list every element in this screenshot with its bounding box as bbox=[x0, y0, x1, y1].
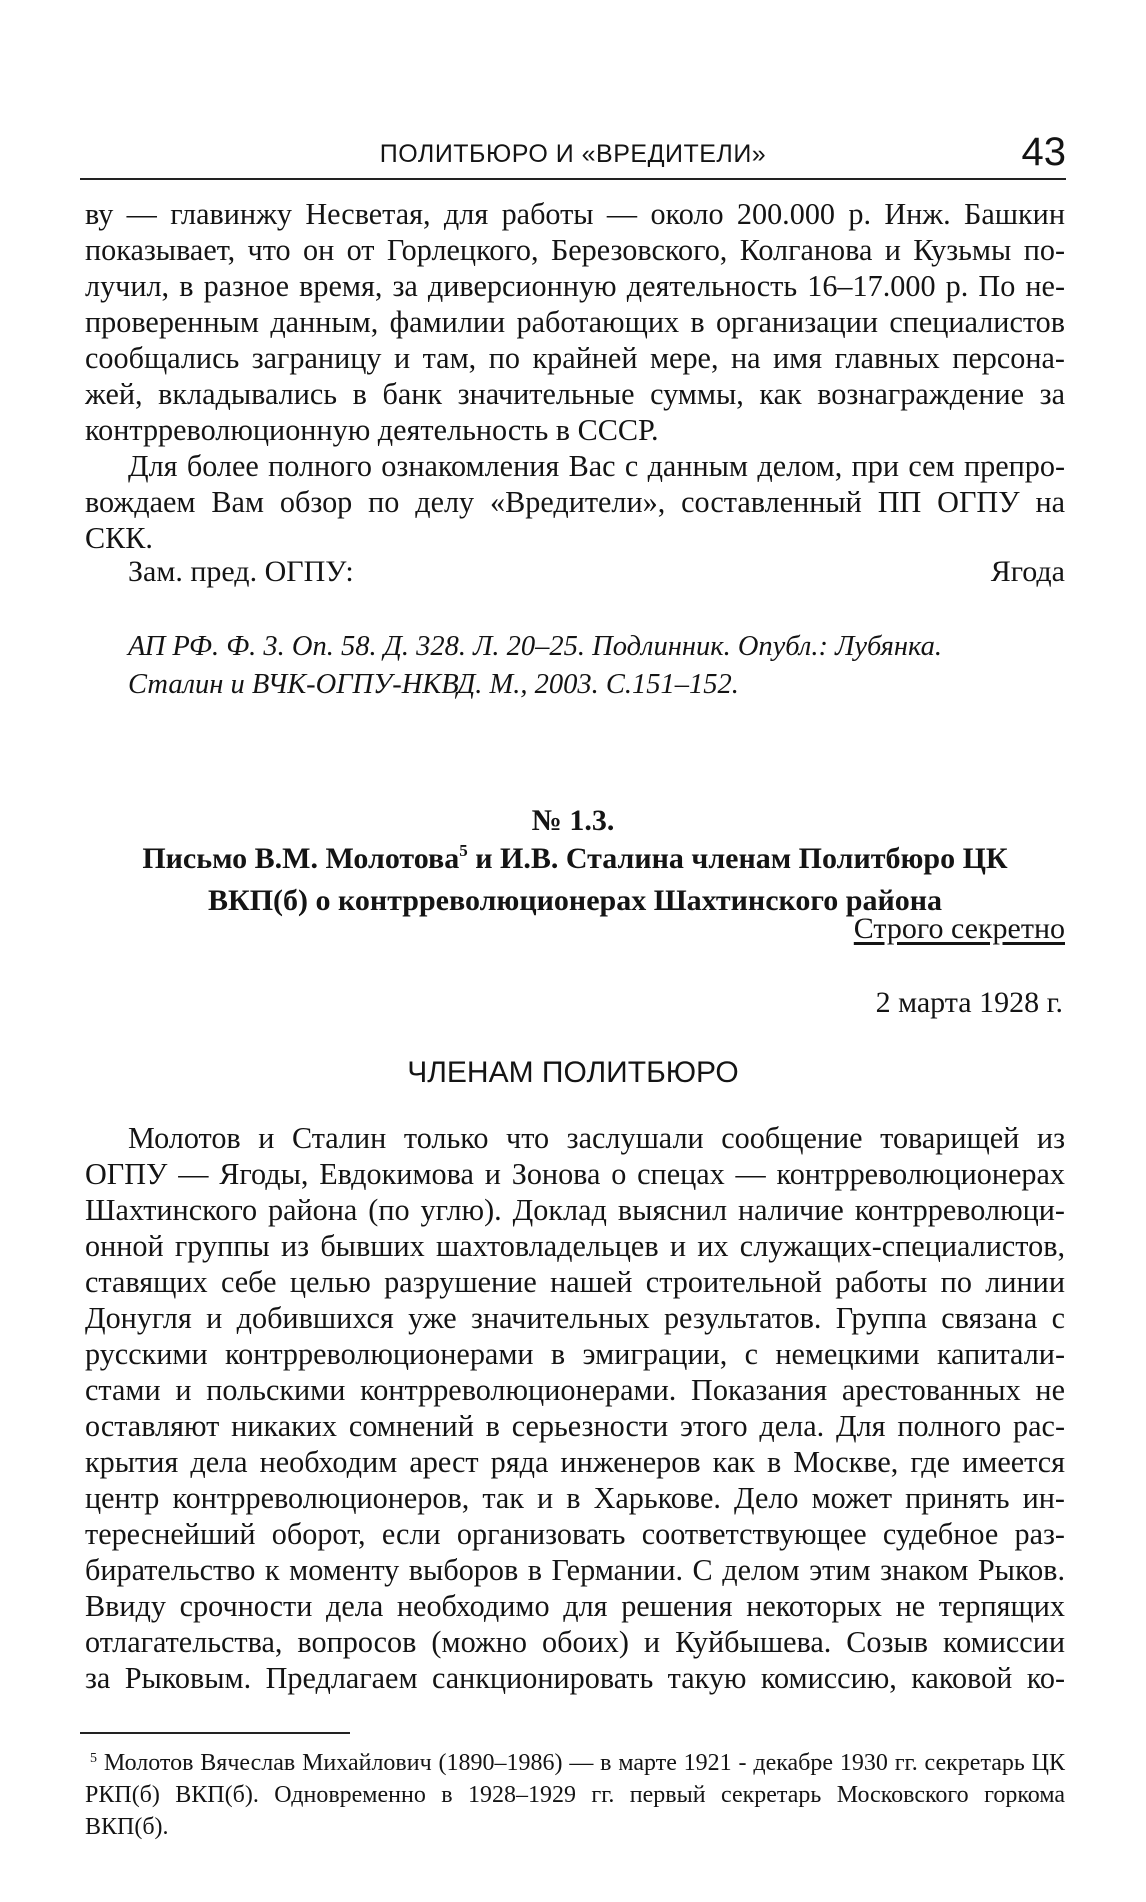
text-line: бирательство к моменту выборов в Германии. С делом этим знаком Рыков. bbox=[85, 1553, 1065, 1587]
text-line: лучил, в разное время, за диверсионную деятельность 16–17.000 р. По не- bbox=[85, 269, 1065, 303]
signatory-name: Ягода bbox=[990, 555, 1065, 588]
text-line: сообщались заграницу и там, по крайней мере, на имя главных персона- bbox=[85, 341, 1065, 375]
text-line: Шахтинского района (по углю). Доклад выяснил наличие контрреволюци- bbox=[85, 1193, 1065, 1227]
text-line: тереснейший оборот, если организовать соответствующее судебное раз- bbox=[85, 1517, 1065, 1551]
footnote-rule bbox=[80, 1732, 350, 1734]
document-number: № 1.3. bbox=[531, 804, 615, 837]
paragraph-continuation bbox=[85, 196, 1065, 448]
archive-reference bbox=[128, 628, 1065, 704]
footnote-line: $^5$ Молотов Вячеслав Михайлович (1890–1986) — в марте 1921 - декабре 1930 гг. секретарь ЦК bbox=[90, 1750, 1065, 1776]
addressee-heading: ЧЛЕНАМ ПОЛИТБЮРО bbox=[407, 1056, 739, 1089]
text-line: Донугля и добившихся уже значительных результатов. Группа связана с bbox=[85, 1301, 1065, 1335]
text-line: Ввиду срочности дела необходимо для решения некоторых не терпящих bbox=[85, 1589, 1065, 1623]
paragraph-enclosure bbox=[85, 448, 1065, 556]
text-line: контрреволюционную деятельность в СССР. bbox=[85, 413, 659, 447]
text-line: онной группы из бывших шахтовладельцев и их служащих-специалистов, bbox=[85, 1229, 1065, 1263]
text-line: отлагательства, вопросов (можно обоих) и Куйбышева. Созыв комиссии bbox=[85, 1625, 1065, 1659]
signature-block bbox=[128, 554, 1065, 590]
signatory-position: Зам. пред. ОГПУ: bbox=[128, 555, 354, 588]
archive-line: Сталин и ВЧК-ОГПУ-НКВД. М., 2003. С.151–152. bbox=[128, 669, 739, 700]
archive-line: АП РФ. Ф. 3. Оп. 58. Д. 328. Л. 20–25. Подлинник. Опубл.: Лубянка. bbox=[128, 631, 943, 662]
paragraph-letter-body bbox=[85, 1120, 1065, 1696]
running-title: ПОЛИТБЮРО И «ВРЕДИТЕЛИ» bbox=[379, 140, 767, 168]
page-number: 43 bbox=[1021, 130, 1066, 174]
text-line: центр контрреволюционеров, так и в Харькове. Дело может принять ин- bbox=[85, 1481, 1065, 1515]
document-date: 2 марта 1928 г. bbox=[875, 986, 1063, 1019]
text-line: за Рыковым. Предлагаем санкционировать такую комиссию, каковой ко- bbox=[85, 1661, 1065, 1695]
classification-stamp: Строго секретно bbox=[853, 912, 1065, 945]
text-line: русскими контрреволюционерами в эмиграции, с немецкими капитали- bbox=[85, 1337, 1065, 1371]
footnote bbox=[85, 1747, 1065, 1843]
text-line: оставляют никаких сомнений в серьезности этого дела. Для полного рас- bbox=[85, 1409, 1065, 1443]
text-line: жей, вкладывались в банк значительные суммы, как вознаграждение за bbox=[85, 377, 1065, 411]
footnote-line: РКП(б) ВКП(б). Одновременно в 1928–1929 гг. первый секретарь Московского горкома ВКП(б). bbox=[85, 1782, 1065, 1840]
text-line: крытия дела необходим арест ряда инженеров как в Москве, где имеется bbox=[85, 1445, 1065, 1479]
text-line: Для более полного ознакомления Вас с данным делом, при сем препро- bbox=[128, 449, 1065, 483]
text-line: проверенным данным, фамилии работающих в организации специалистов bbox=[85, 305, 1065, 339]
document-title: Письмо В.М. Молотова$^5$ и И.В. Сталина членам Политбюро ЦК ВКП(б) о контрреволюционерах Шахтинского района bbox=[142, 841, 1008, 917]
text-line: вождаем Вам обзор по делу «Вредители», составленный ПП ОГПУ на СКК. bbox=[85, 485, 1065, 555]
text-line: Молотов и Сталин только что заслушали сообщение товарищей из bbox=[128, 1121, 1065, 1155]
text-line: ставящих себе целью разрушение нашей строительной работы по линии bbox=[85, 1265, 1065, 1299]
footnote-marker: 5 bbox=[459, 841, 468, 860]
footnote-number: 5 bbox=[90, 1751, 97, 1766]
text-line: стами и польскими контрреволюционерами. Показания арестованных не bbox=[85, 1373, 1065, 1407]
running-header bbox=[80, 130, 1066, 180]
text-line: показывает, что он от Горлецкого, Березовского, Колганова и Кузьмы по- bbox=[85, 233, 1065, 267]
text-line: ву — главинжу Несветая, для работы — около 200.000 р. Инж. Башкин bbox=[85, 197, 1065, 231]
text-line: ОГПУ — Ягоды, Евдокимова и Зонова о спецах — контрреволюционерах bbox=[85, 1157, 1065, 1191]
